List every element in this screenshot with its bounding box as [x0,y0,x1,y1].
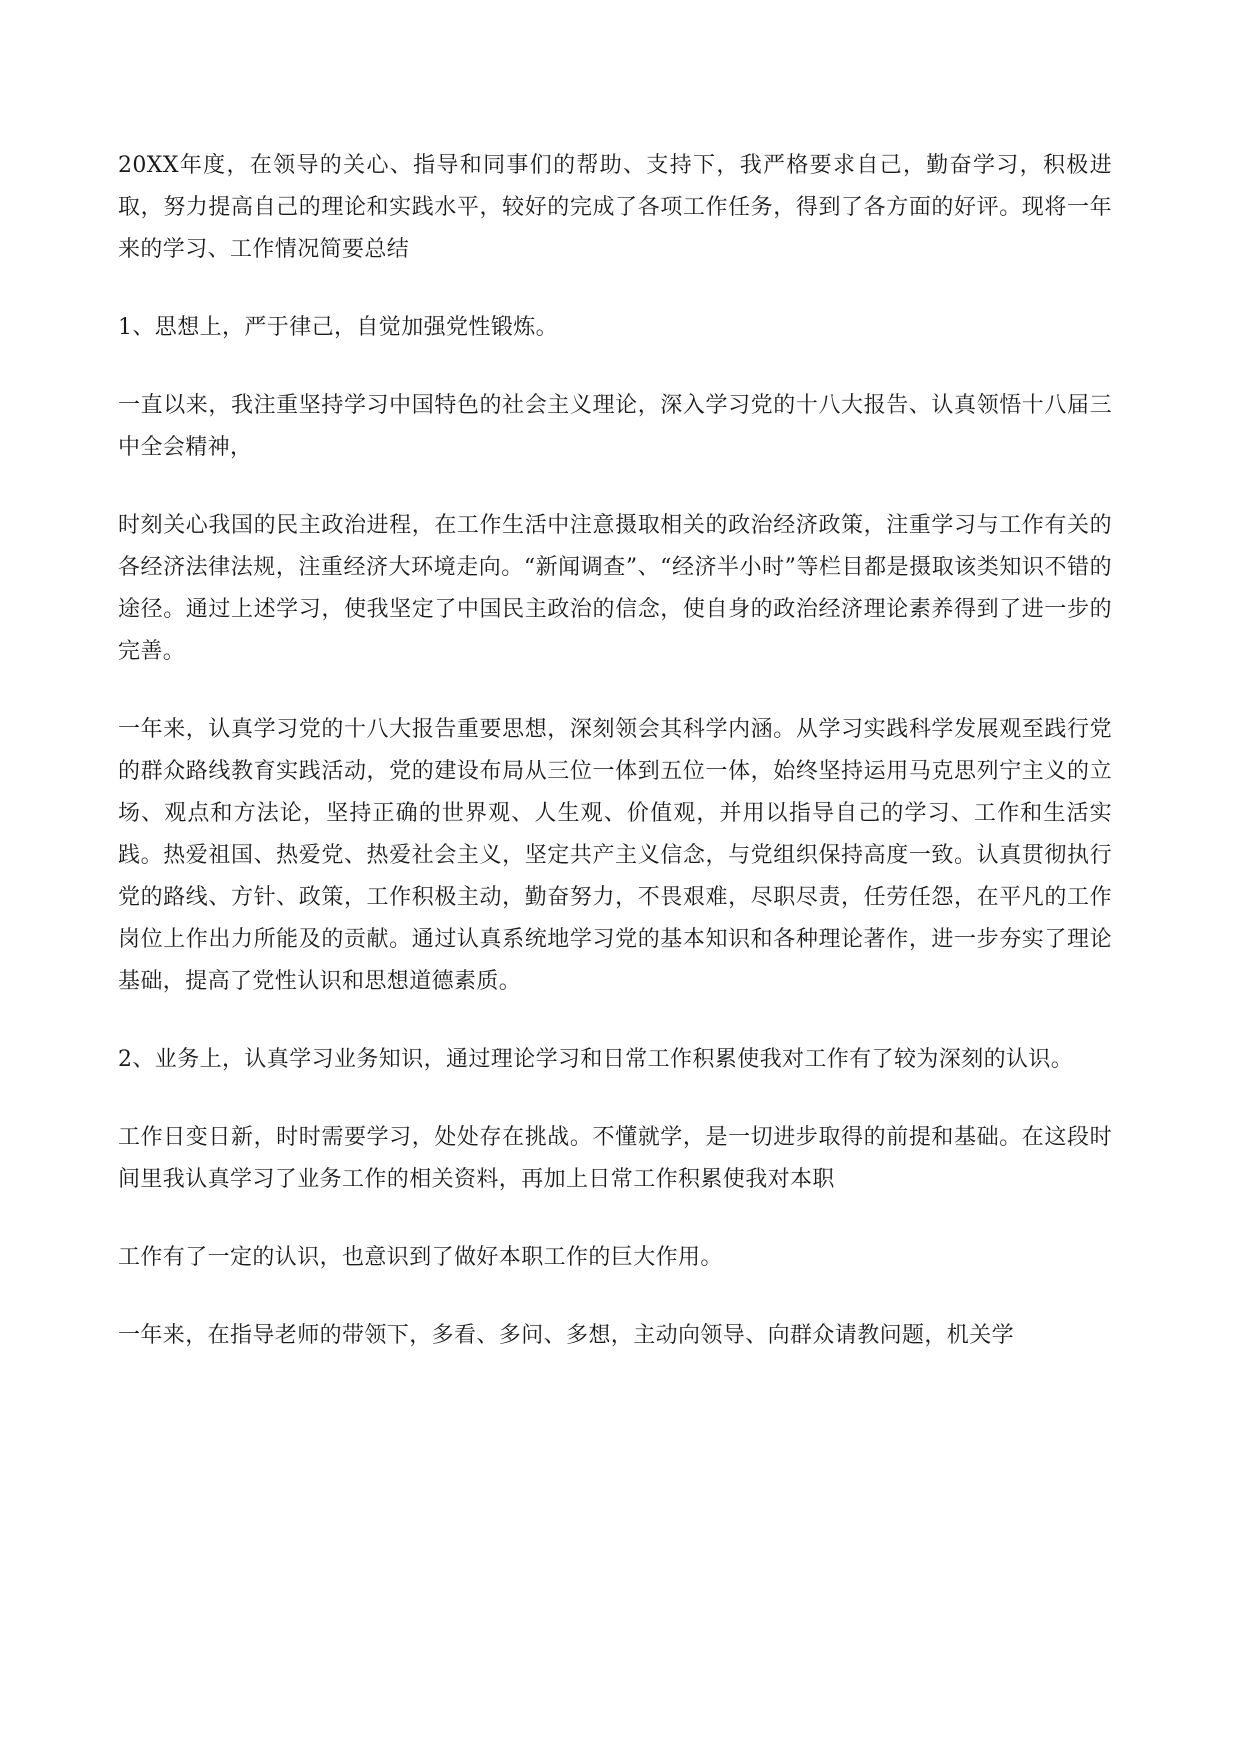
intro-paragraph: 20XX年度，在领导的关心、指导和同事们的帮助、支持下，我严格要求自己，勤奋学习，积极进取，努力提高自己的理论和实践水平，较好的完成了各项工作任务，得到了各方面的好评。现将一年来的学习、工作情况简要总结 [118,153,1112,262]
paragraph-work-understanding: 工作有了一定的认识，也意识到了做好本职工作的巨大作用。 [118,1245,723,1270]
section-heading-business: 2、业务上，认真学习业务知识，通过理论学习和日常工作积累使我对工作有了较为深刻的认识。 [118,1047,1074,1072]
section-heading-ideology: 1、思想上，严于律己，自觉加强党性锻炼。 [118,315,558,340]
paragraph-work-learning: 工作日变日新，时时需要学习，处处存在挑战。不懂就学，是一切进步取得的前提和基础。在这段时间里我认真学习了业务工作的相关资料，再加上日常工作积累使我对本职 [118,1125,1112,1192]
paragraph-party-study: 一年来，认真学习党的十八大报告重要思想，深刻领会其科学内涵。从学习实践科学发展观至践行党的群众路线教育实践活动，党的建设布局从三位一体到五位一体，始终坚持运用马克思列宁主义的立场、观点和方法论，坚持正确的世界观、人生观、价值观，并用以指导自己的学习、工作和生活实践。热爱祖国、热爱党、热爱社会主义，坚定共产主义信念，与党组织保持高度一致。认真贯彻执行党的路线、方针、政策，工作积极主动，勤奋努力，不畏艰难，尽职尽责，任劳任怨，在平凡的工作岗位上作出力所能及的贡献。通过认真系统地学习党的基本知识和各种理论著作，进一步夯实了理论基础，提高了党性认识和思想道德素质。 [118,717,1112,994]
paragraph-theory-study: 一直以来，我注重坚持学习中国特色的社会主义理论，深入学习党的十八大报告、认真领悟十八届三中全会精神， [118,393,1112,460]
paragraph-mentor-guidance: 一年来，在指导老师的带领下，多看、多问、多想，主动向领导、向群众请教问题，机关学 [118,1323,1015,1348]
paragraph-political-economy: 时刻关心我国的民主政治进程，在工作生活中注意摄取相关的政治经济政策，注重学习与工作有关的各经济法律法规，注重经济大环境走向。“新闻调查”、“经济半小时”等栏目都是摄取该类知识不错的途径。通过上述学习，使我坚定了中国民主政治的信念，使自身的政治经济理论素养得到了进一步的完善。 [118,513,1112,664]
